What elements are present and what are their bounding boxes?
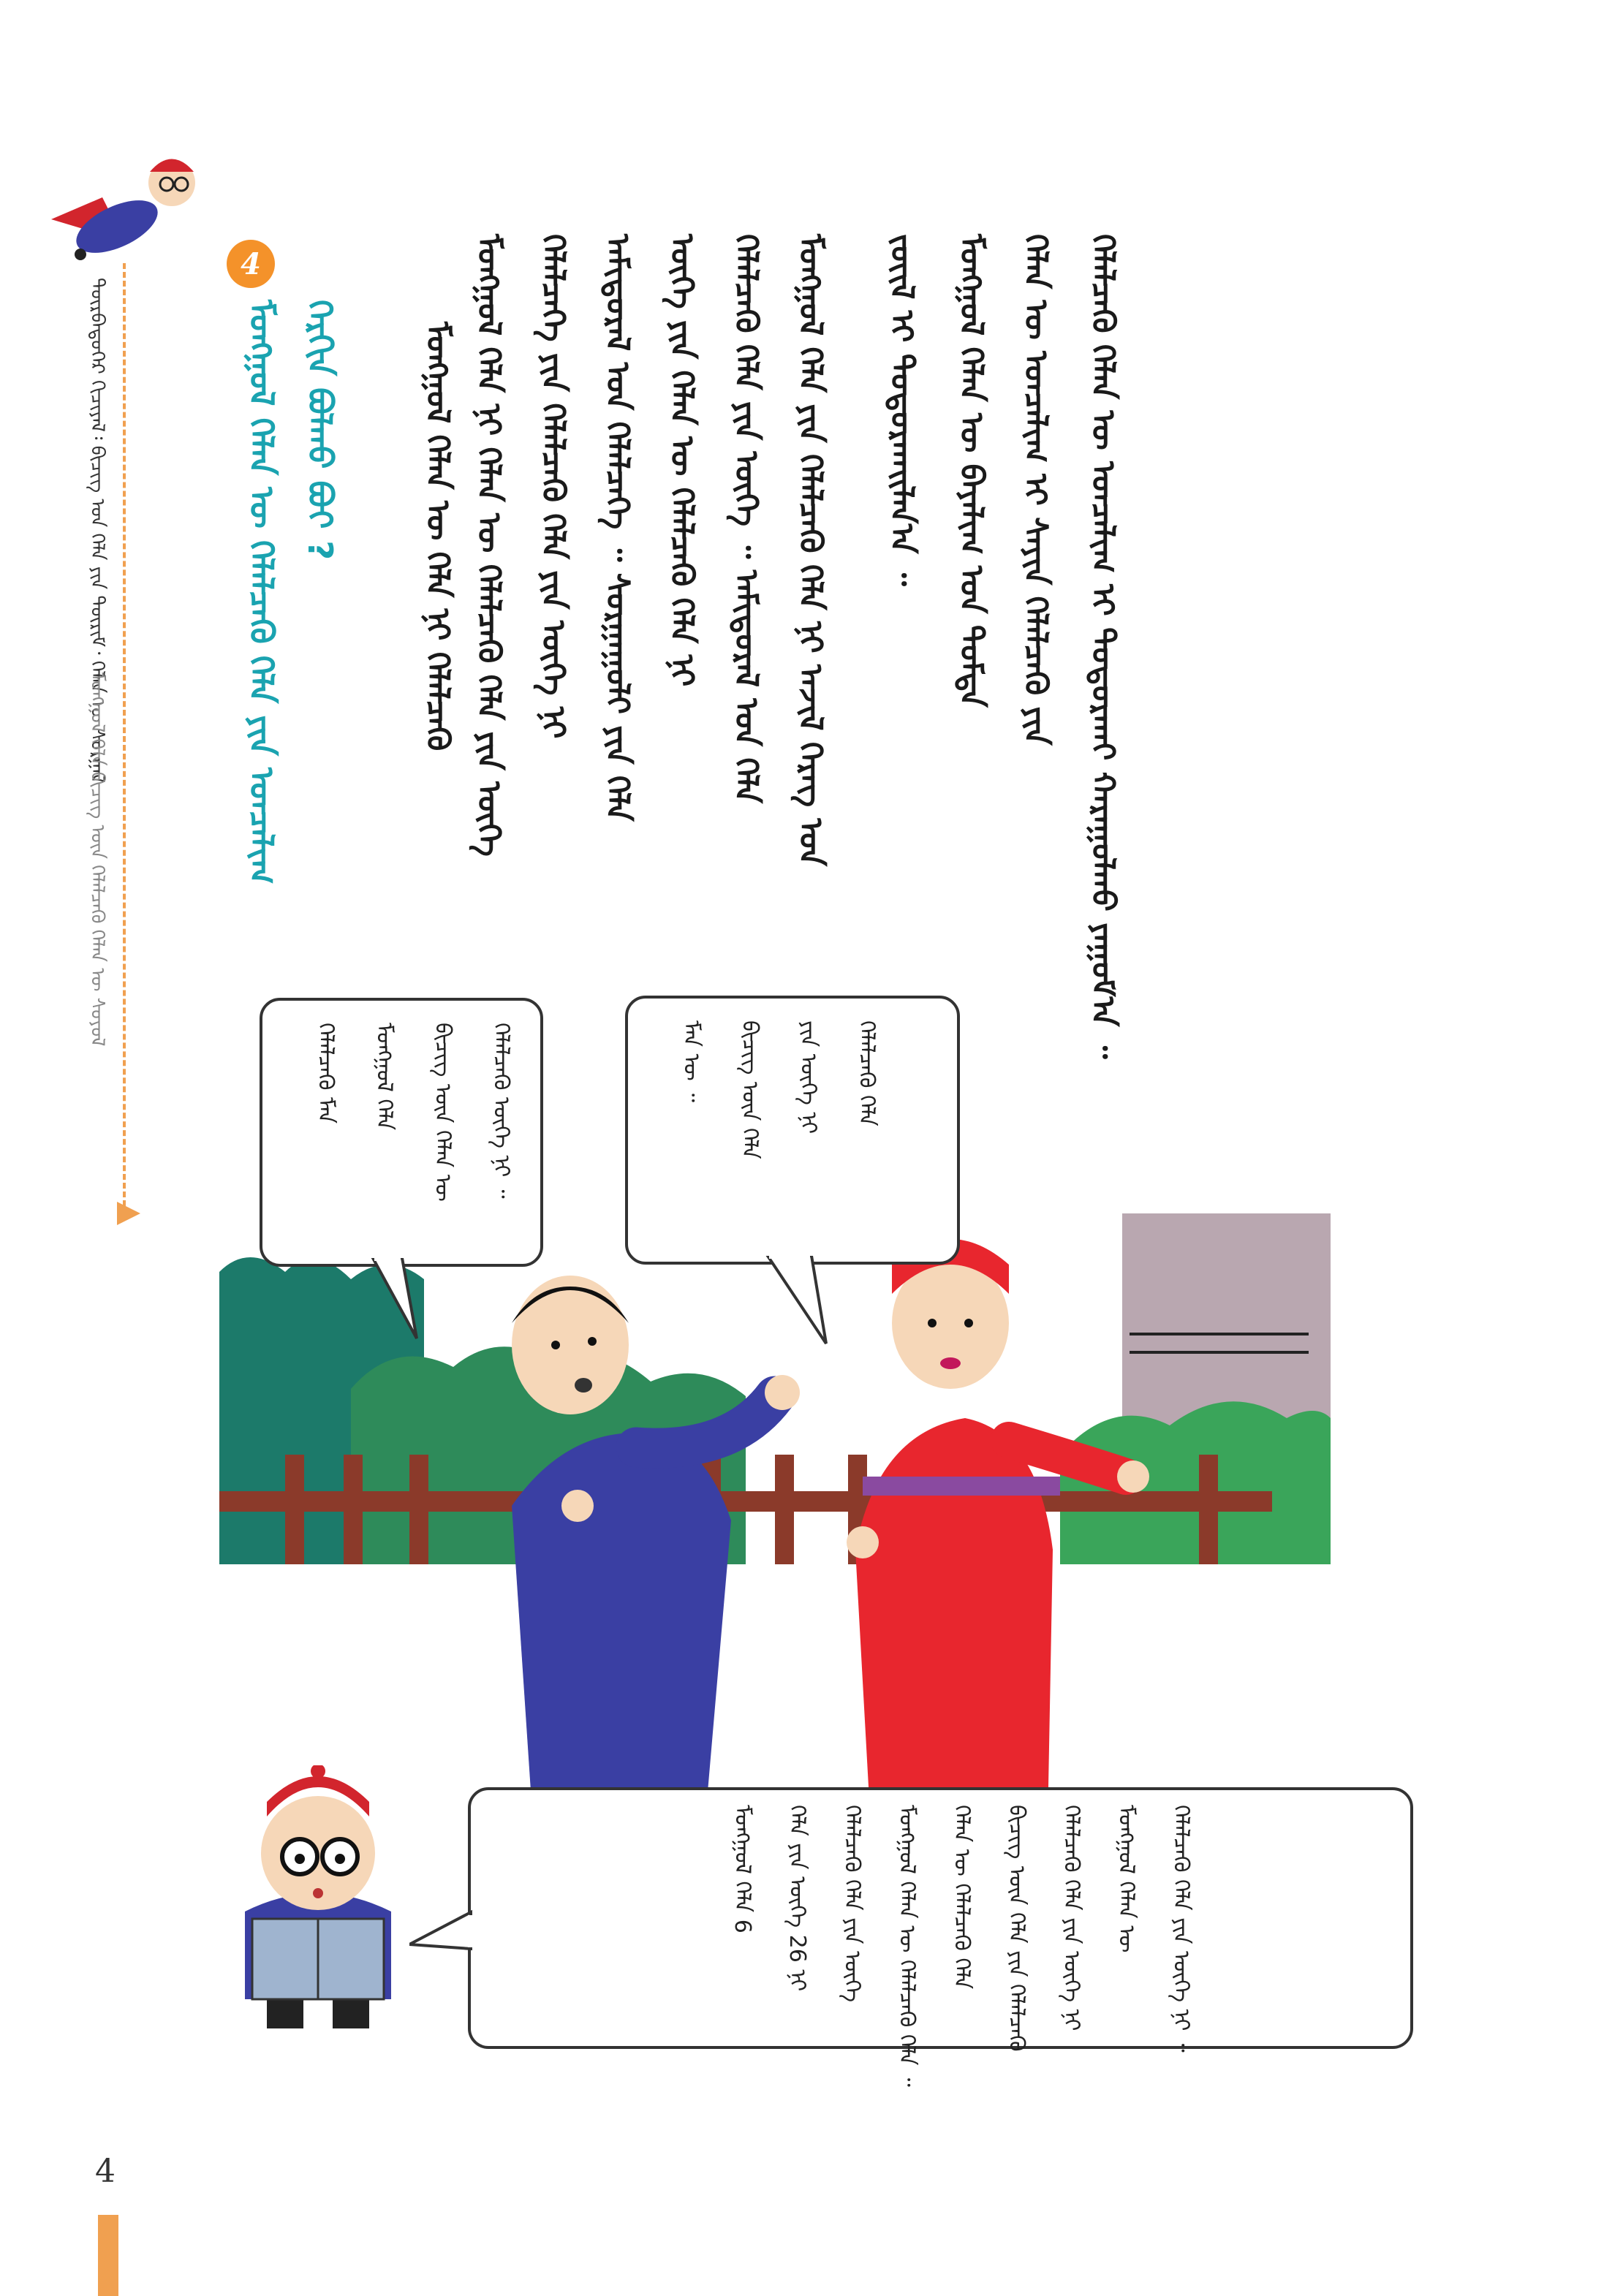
section-question-line1: ᠮᠣᠩᠭᠣᠯ ᠬᠡᠯᠡᠨ ᠦ ᠬᠡᠯᠡᠯᠴᠡᠬᠦ ᠬᠡᠯᠡ ᠶᠢᠨ ᠣᠨᠴᠠᠯᠢᠭ <box>242 300 281 884</box>
body-column-7: ᠦᠭᠡ ᠶᠢᠨ ᠬᠡᠯᠡᠨ ᠦ ᠬᠡᠯᠡᠯᠴᠡᠬᠦ ᠬᠡᠯᠡ ᠨᠢ <box>663 234 700 687</box>
running-header: ᠳᠦᠷᠪᠡᠳᠦᠭᠡᠷ ᠬᠢᠴᠢᠶᠡᠯ᠄ ᠪᠢᠴᠢᠭ ᠤᠨ ᠬᠡᠯᠡ ᠶᠢᠨ ᠳᠦᠷᠢᠮ᠂ ᠬᠡᠯᠡᠨ ᠦ ᠰᠤᠷᠭᠠᠯ <box>86 278 108 784</box>
bubble-reader-line3: ᠬᠡᠯᠡᠯᠴᠡᠬᠦ ᠬᠡᠯᠡ ᠶᠢᠨ ᠦᠭᠡ ᠨᠢ <box>1059 1805 1084 2031</box>
body-column-1: ᠬᠡᠯᠡᠯᠴᠡᠬᠦ ᠬᠡᠯᠡᠨ ᠦ ᠣᠨᠴᠠᠯᠢᠭ ᠢ ᠲᠣᠳᠣᠷᠬᠠᠢ ᠬᠠᠷᠠᠭᠤᠯᠬᠤ ᠶᠠᠭᠤᠮ᠎ᠠ ᠃ <box>1084 234 1121 1059</box>
page-edge-bar <box>98 2215 118 2296</box>
speech-bubble-girl <box>625 996 960 1265</box>
body-column-6: ᠬᠡᠯᠡᠯᠴᠡᠬᠦ ᠬᠡᠯᠡ ᠶᠢᠨ ᠦᠭᠡ ᠃ ᠠᠮᠢᠳᠤᠷᠠᠯ ᠤᠨ ᠬᠡᠯᠡ <box>727 234 765 804</box>
speech-bubble-girl-tail <box>760 1256 841 1351</box>
bubble-reader-line2: ᠮᠣᠩᠭᠣᠯ ᠬᠡᠯᠡᠨ ᠦ <box>1113 1805 1139 1953</box>
bubble-reader-line8: ᠬᠡᠯᠡ ᠶᠢᠨ ᠦᠭᠡ 26 ᠨᠢ <box>784 1805 810 1992</box>
scene-illustration <box>219 1213 1331 2237</box>
body-column-9: ᠬᠡᠯᠡᠯᠴᠡᠭᠡ ᠶᠢᠨ ᠬᠡᠯᠡᠯᠴᠡᠬᠦ ᠬᠡᠯᠡ ᠶᠢᠨ ᠦᠭᠡ ᠨᠢ <box>534 234 572 739</box>
flying-mascot-illustration <box>37 132 197 270</box>
speech-bubble-boy-tail <box>366 1258 431 1346</box>
bubble-reader-line9: ᠮᠣᠩᠭᠣᠯ ᠬᠡᠯᠡ 6 <box>730 1805 755 1933</box>
body-column-5: ᠮᠣᠩᠭᠣᠯ ᠬᠡᠯᠡ ᠶᠢᠨ ᠬᠡᠯᠡᠯᠴᠡᠬᠦ ᠬᠡᠯᠡ ᠨᠢ ᠠᠵᠢᠯ ᠬᠡᠷᠡᠭ ᠤᠨ <box>792 234 829 867</box>
speech-bubble-reader <box>468 1787 1413 2087</box>
reading-boy-mascot <box>223 1765 413 2058</box>
bubble-reader-line5: ᠬᠡᠯᠡᠨ ᠦ ᠬᠡᠯᠡᠯᠴᠡᠬᠦ ᠬᠡᠯᠡ <box>949 1805 975 1990</box>
bubble-girl-line4: ᠮᠠᠨ ᠦ ᠃ <box>678 1020 704 1102</box>
section-number-badge: 4 <box>227 240 275 288</box>
section-question-line2: ᠬᠡᠷᠬᠢᠨ ᠪᠣᠯᠬᠤ ᠪᠤᠢ ? <box>300 300 340 561</box>
bubble-reader-line7: ᠬᠡᠯᠡᠯᠴᠡᠬᠦ ᠬᠡᠯᠡ ᠶᠢᠨ ᠦᠭᠡ <box>839 1805 865 2003</box>
bubble-boy-line2: ᠪᠢᠴᠢᠭ ᠦᠨ ᠬᠡᠯᠡᠨ ᠦ <box>430 1023 455 1202</box>
body-column-11: ᠮᠣᠩᠭᠣᠯ ᠬᠡᠯᠡᠨ ᠦ ᠬᠡᠯᠡ ᠨᠢ ᠬᠡᠯᠡᠯᠴᠡᠬᠦ <box>419 322 456 751</box>
bubble-girl-line2: ᠶᠢᠨ ᠦᠭᠡ ᠨᠢ <box>795 1020 821 1134</box>
body-column-8: ᠠᠮᠢᠳᠤᠷᠠᠯ ᠤᠨ ᠬᠡᠯᠡᠯᠴᠡᠭᠡ ᠃ ᠰᠤᠷᠭᠠᠭᠤᠯᠢ ᠶᠢᠨ ᠬᠡᠯᠡ <box>599 234 636 822</box>
bubble-girl-line1: ᠬᠡᠯᠡᠯᠴᠡᠬᠦ ᠬᠡᠯᠡ <box>854 1020 879 1126</box>
body-column-2: ᠬᠡᠯᠡᠨ ᠦ ᠣᠨᠴᠠᠯᠢᠭ ᠢ ᠰᠠᠶᠢᠨ ᠬᠡᠯᠡᠯᠴᠡᠬᠦ ᠶᠢᠨ <box>1017 234 1054 746</box>
bubble-reader-line4: ᠪᠢᠴᠢᠭ ᠦᠨ ᠬᠡᠯᠡ ᠶᠢᠨ ᠬᠡᠯᠡᠯᠴᠡᠬᠦ <box>1004 1805 1029 2052</box>
body-column-10: ᠮᠣᠩᠭᠣᠯ ᠬᠡᠯᠡ ᠨᠢ ᠬᠡᠯᠡᠨ ᠦ ᠬᠡᠯᠡᠯᠴᠡᠬᠦ ᠬᠡᠯᠡ ᠶᠢᠨ ᠦᠭᠡ <box>470 234 507 857</box>
dashed-guide-line <box>123 263 126 1206</box>
bubble-boy-line3: ᠮᠣᠩᠭᠣᠯ ᠬᠡᠯᠡ <box>371 1023 397 1131</box>
bubble-boy-line1: ᠬᠡᠯᠡᠯᠴᠡᠬᠦ ᠦᠭᠡ ᠨᠢ ᠃ <box>488 1023 514 1199</box>
body-column-3: ᠮᠣᠩᠭᠣᠯ ᠬᠡᠯᠡᠨ ᠦ ᠪᠠᠶᠠᠯᠢᠭ ᠤᠨ ᠳᠤᠮᠳᠠ <box>953 234 990 708</box>
speech-bubble-reader-tail <box>409 1908 475 1966</box>
bubble-girl-line3: ᠪᠢᠴᠢᠭ ᠦᠨ ᠬᠡᠯᠡ <box>737 1020 763 1159</box>
speech-bubble-boy <box>260 998 543 1267</box>
bubble-reader-line6: ᠮᠣᠩᠭᠣᠯ ᠬᠡᠯᠡᠨ ᠦ ᠬᠡᠯᠡᠯᠴᠡᠬᠦ ᠬᠡᠯᠡ ᠃ <box>894 1805 920 2087</box>
running-header-chapter: ᠮᠣᠩᠭᠣᠯ ᠬᠡᠯᠡ ᠪᠢᠴᠢᠭ ᠦᠨ ᠬᠡᠯᠡᠯᠴᠡᠬᠦ ᠬᠡᠯᠡᠨ ᠦ ᠰᠣᠶᠣᠯ <box>86 672 108 1047</box>
body-column-4: ᠵᠦᠢᠯ ᠢ ᠲᠣᠳᠣᠷᠬᠠᠢᠯᠠᠨ᠎ᠠ ᠃ <box>883 234 920 586</box>
page-number: 4 <box>95 2153 116 2190</box>
bubble-reader-line1: ᠬᠡᠯᠡᠯᠴᠡᠬᠦ ᠬᠡᠯᠡ ᠶᠢᠨ ᠦᠭᠡ ᠨᠢ ᠃ <box>1168 1805 1194 2053</box>
triangle-marker-icon <box>114 1199 143 1228</box>
bubble-boy-line4: ᠬᠡᠯᠡᠯᠴᠡᠬᠦ ᠮᠠᠨ <box>313 1023 338 1124</box>
